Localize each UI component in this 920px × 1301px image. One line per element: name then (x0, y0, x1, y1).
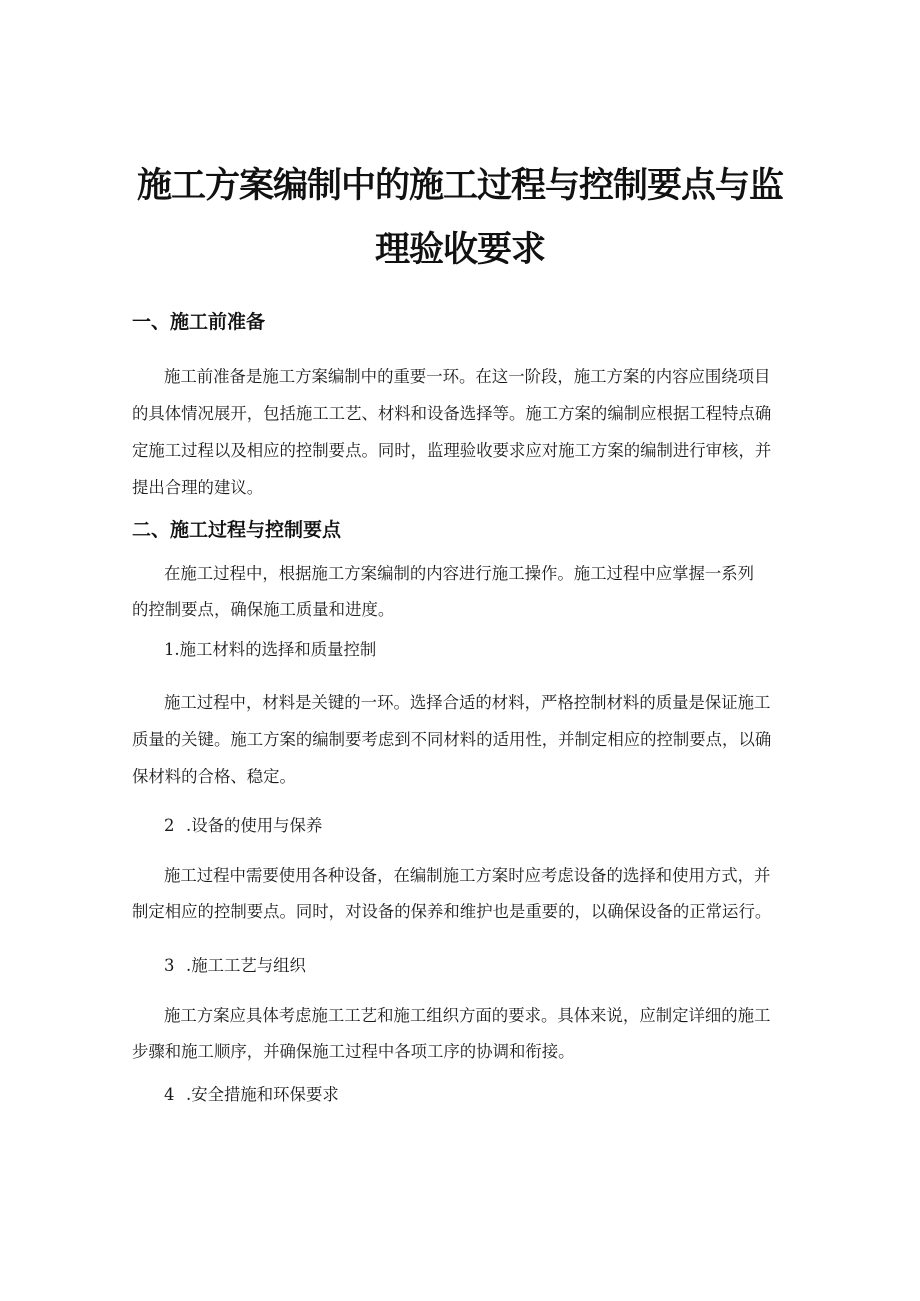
paragraph-line: 提出合理的建议。 (132, 478, 264, 497)
paragraph-line: 施工过程中需要使用各种设备，在编制施工方案时应考虑设备的选择和使用方式，并 (164, 866, 771, 885)
paragraph-line: 步骤和施工顺序，并确保施工过程中各项工序的协调和衔接。 (132, 1042, 575, 1061)
item-3-paragraph (132, 998, 802, 1070)
section-1-heading: 一、施工前准备 (132, 311, 266, 333)
item-4-heading (164, 1081, 339, 1105)
section-2-intro (132, 556, 802, 628)
item-number: 4 (164, 1085, 175, 1104)
paragraph-line: 质量的关键。施工方案的编制要考虑到不同材料的适用性，并制定相应的控制要点，以确 (132, 730, 772, 749)
section-1-paragraph (132, 358, 802, 506)
document-title-line-1: 施工方案编制中的施工过程与控制要点与监 (136, 166, 783, 206)
paragraph-line: 定施工过程以及相应的控制要点。同时，监理验收要求应对施工方案的编制进行审核，并 (132, 441, 772, 460)
paragraph-line: 施工过程中，材料是关键的一环。选择合适的材料，严格控制材料的质量是保证施工 (164, 693, 771, 712)
item-number: 2 (164, 816, 175, 835)
item-1-paragraph (132, 684, 802, 795)
paragraph-line: 施工前准备是施工方案编制中的重要一环。在这一阶段，施工方案的内容应围绕项目 (164, 367, 771, 386)
paragraph-line: 保材料的合格、稳定。 (132, 767, 296, 786)
paragraph-line: 的控制要点，确保施工质量和进度。 (132, 600, 395, 619)
paragraph-line: 的具体情况展开，包括施工工艺、材料和设备选择等。施工方案的编制应根据工程特点确 (132, 404, 772, 423)
document-title-line-2: 理验收要求 (374, 230, 545, 270)
item-1-heading: 1.施工材料的选择和质量控制 (164, 640, 377, 659)
paragraph-line: 在施工过程中，根据施工方案编制的内容进行施工操作。施工过程中应掌握一系列 (164, 564, 755, 583)
paragraph-line: 施工方案应具体考虑施工工艺和施工组织方面的要求。具体来说，应制定详细的施工 (164, 1006, 771, 1025)
item-label: .安全措施和环保要求 (186, 1085, 339, 1104)
paragraph-line: 制定相应的控制要点。同时，对设备的保养和维护也是重要的，以确保设备的正常运行。 (132, 902, 772, 921)
item-number: 3 (164, 956, 175, 975)
item-label: .施工工艺与组织 (186, 956, 306, 975)
item-2-paragraph (132, 858, 802, 930)
item-2-heading (164, 812, 322, 836)
item-label: .设备的使用与保养 (186, 816, 323, 835)
section-2-heading: 二、施工过程与控制要点 (132, 519, 342, 541)
item-3-heading (164, 952, 306, 976)
